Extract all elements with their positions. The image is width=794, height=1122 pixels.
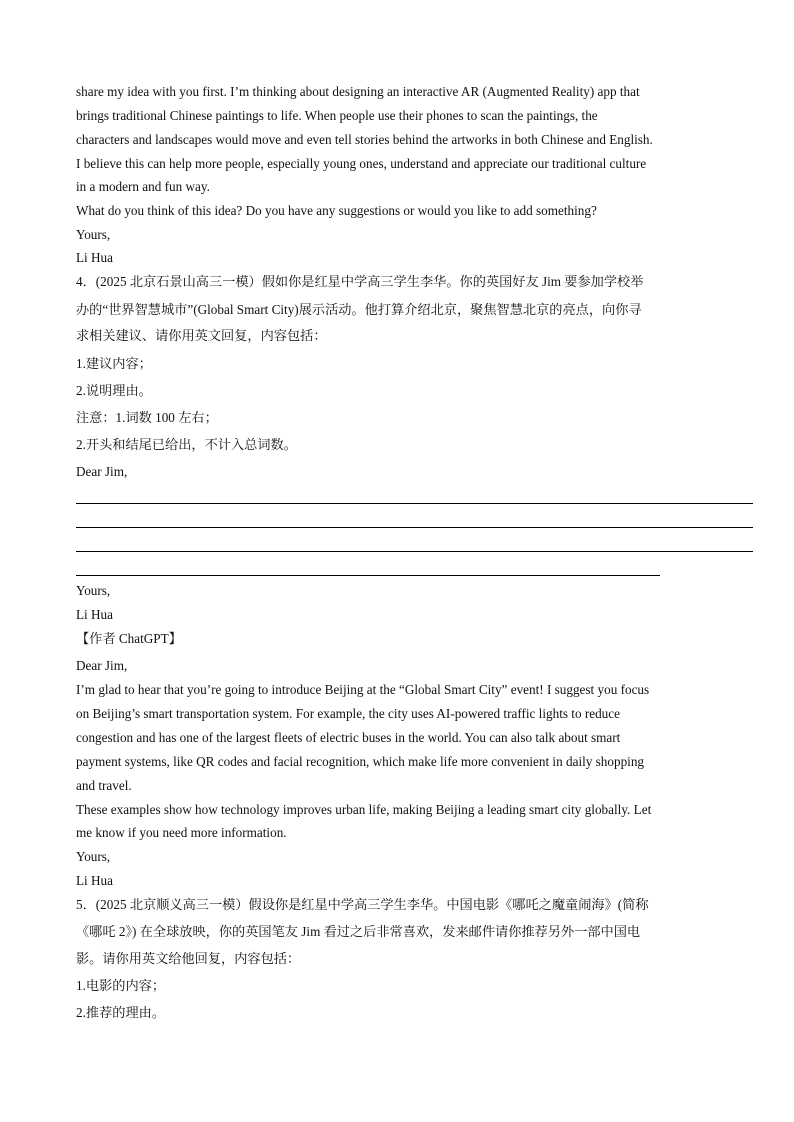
q5-point: 1.电影的内容； xyxy=(76,978,166,993)
answer-blank-line xyxy=(76,575,660,576)
answer-body-line: me know if you need more information. xyxy=(76,825,287,840)
q5-point: 2.推荐的理由。 xyxy=(76,1005,166,1020)
q4-prompt-line: 求相关建议、请你用英文回复，内容包括： xyxy=(76,328,327,343)
q4-note: 2.开头和结尾已给出，不计入总词数。 xyxy=(76,437,297,452)
answer-salutation: Dear Jim, xyxy=(76,658,128,673)
letter1-paragraph-line: share my idea with you first. I’m thinking about designing an interactive AR (Augmented Reality) app that xyxy=(76,84,640,99)
q5-prompt-line: 5．(2025 北京顺义高三一模）假设你是红星中学高三学生李华。中国电影《哪吒之魔童闹海》(简称 xyxy=(76,897,649,912)
q4-prompt-line: 办的“世界智慧城市”(Global Smart City)展示活动。他打算介绍北京，聚焦智慧北京的亮点，向你寻 xyxy=(76,302,642,317)
letter1-closing: Yours, xyxy=(76,227,111,242)
answer-body-line: I’m glad to hear that you’re going to introduce Beijing at the “Global Smart City” event! I suggest you focus xyxy=(76,682,650,697)
answer-blank-line xyxy=(76,527,753,528)
q5-prompt-line: 《哪吒 2》) 在全球放映，你的英国笔友 Jim 看过之后非常喜欢，发来邮件请你推荐另外一部中国电 xyxy=(76,924,641,939)
q4-closing: Yours, xyxy=(76,583,111,598)
letter1-paragraph-line: I believe this can help more people, especially young ones, understand and appreciate our traditional culture xyxy=(76,156,647,171)
q4-author: 【作者 ChatGPT】 xyxy=(76,631,182,646)
answer-blank-line xyxy=(76,503,753,504)
q4-note: 注意：1.词数 100 左右； xyxy=(76,410,218,425)
q4-point: 2.说明理由。 xyxy=(76,383,152,398)
q5-prompt-line: 影。请你用英文给他回复，内容包括： xyxy=(76,951,301,966)
letter1-signature: Li Hua xyxy=(76,250,113,265)
q4-salutation: Dear Jim, xyxy=(76,464,128,479)
letter1-paragraph-line: in a modern and fun way. xyxy=(76,179,210,194)
answer-closing: Yours, xyxy=(76,849,111,864)
answer-blank-line xyxy=(76,551,753,552)
letter1-paragraph-line: brings traditional Chinese paintings to life. When people use their phones to scan the paintings, the xyxy=(76,108,598,123)
letter1-question: What do you think of this idea? Do you have any suggestions or would you like to add something? xyxy=(76,203,597,218)
answer-body-line: congestion and has one of the largest fleets of electric buses in the world. You can also talk about smart xyxy=(76,730,621,745)
answer-body-line: on Beijing’s smart transportation system. For example, the city uses AI-powered traffic lights to reduce xyxy=(76,706,620,721)
answer-body-line: payment systems, like QR codes and facial recognition, which make life more convenient in daily shopping xyxy=(76,754,645,769)
answer-body-line: and travel. xyxy=(76,778,132,793)
q4-signature: Li Hua xyxy=(76,607,113,622)
q4-prompt-line: 4．(2025 北京石景山高三一模）假如你是红星中学高三学生李华。你的英国好友 Jim 要参加学校举 xyxy=(76,274,644,289)
letter1-paragraph-line: characters and landscapes would move and even tell stories behind the artworks in both Chinese and English. xyxy=(76,132,653,147)
answer-signature: Li Hua xyxy=(76,873,113,888)
q4-point: 1.建议内容； xyxy=(76,356,152,371)
answer-body-line: These examples show how technology improves urban life, making Beijing a leading smart city globally. Let xyxy=(76,802,652,817)
